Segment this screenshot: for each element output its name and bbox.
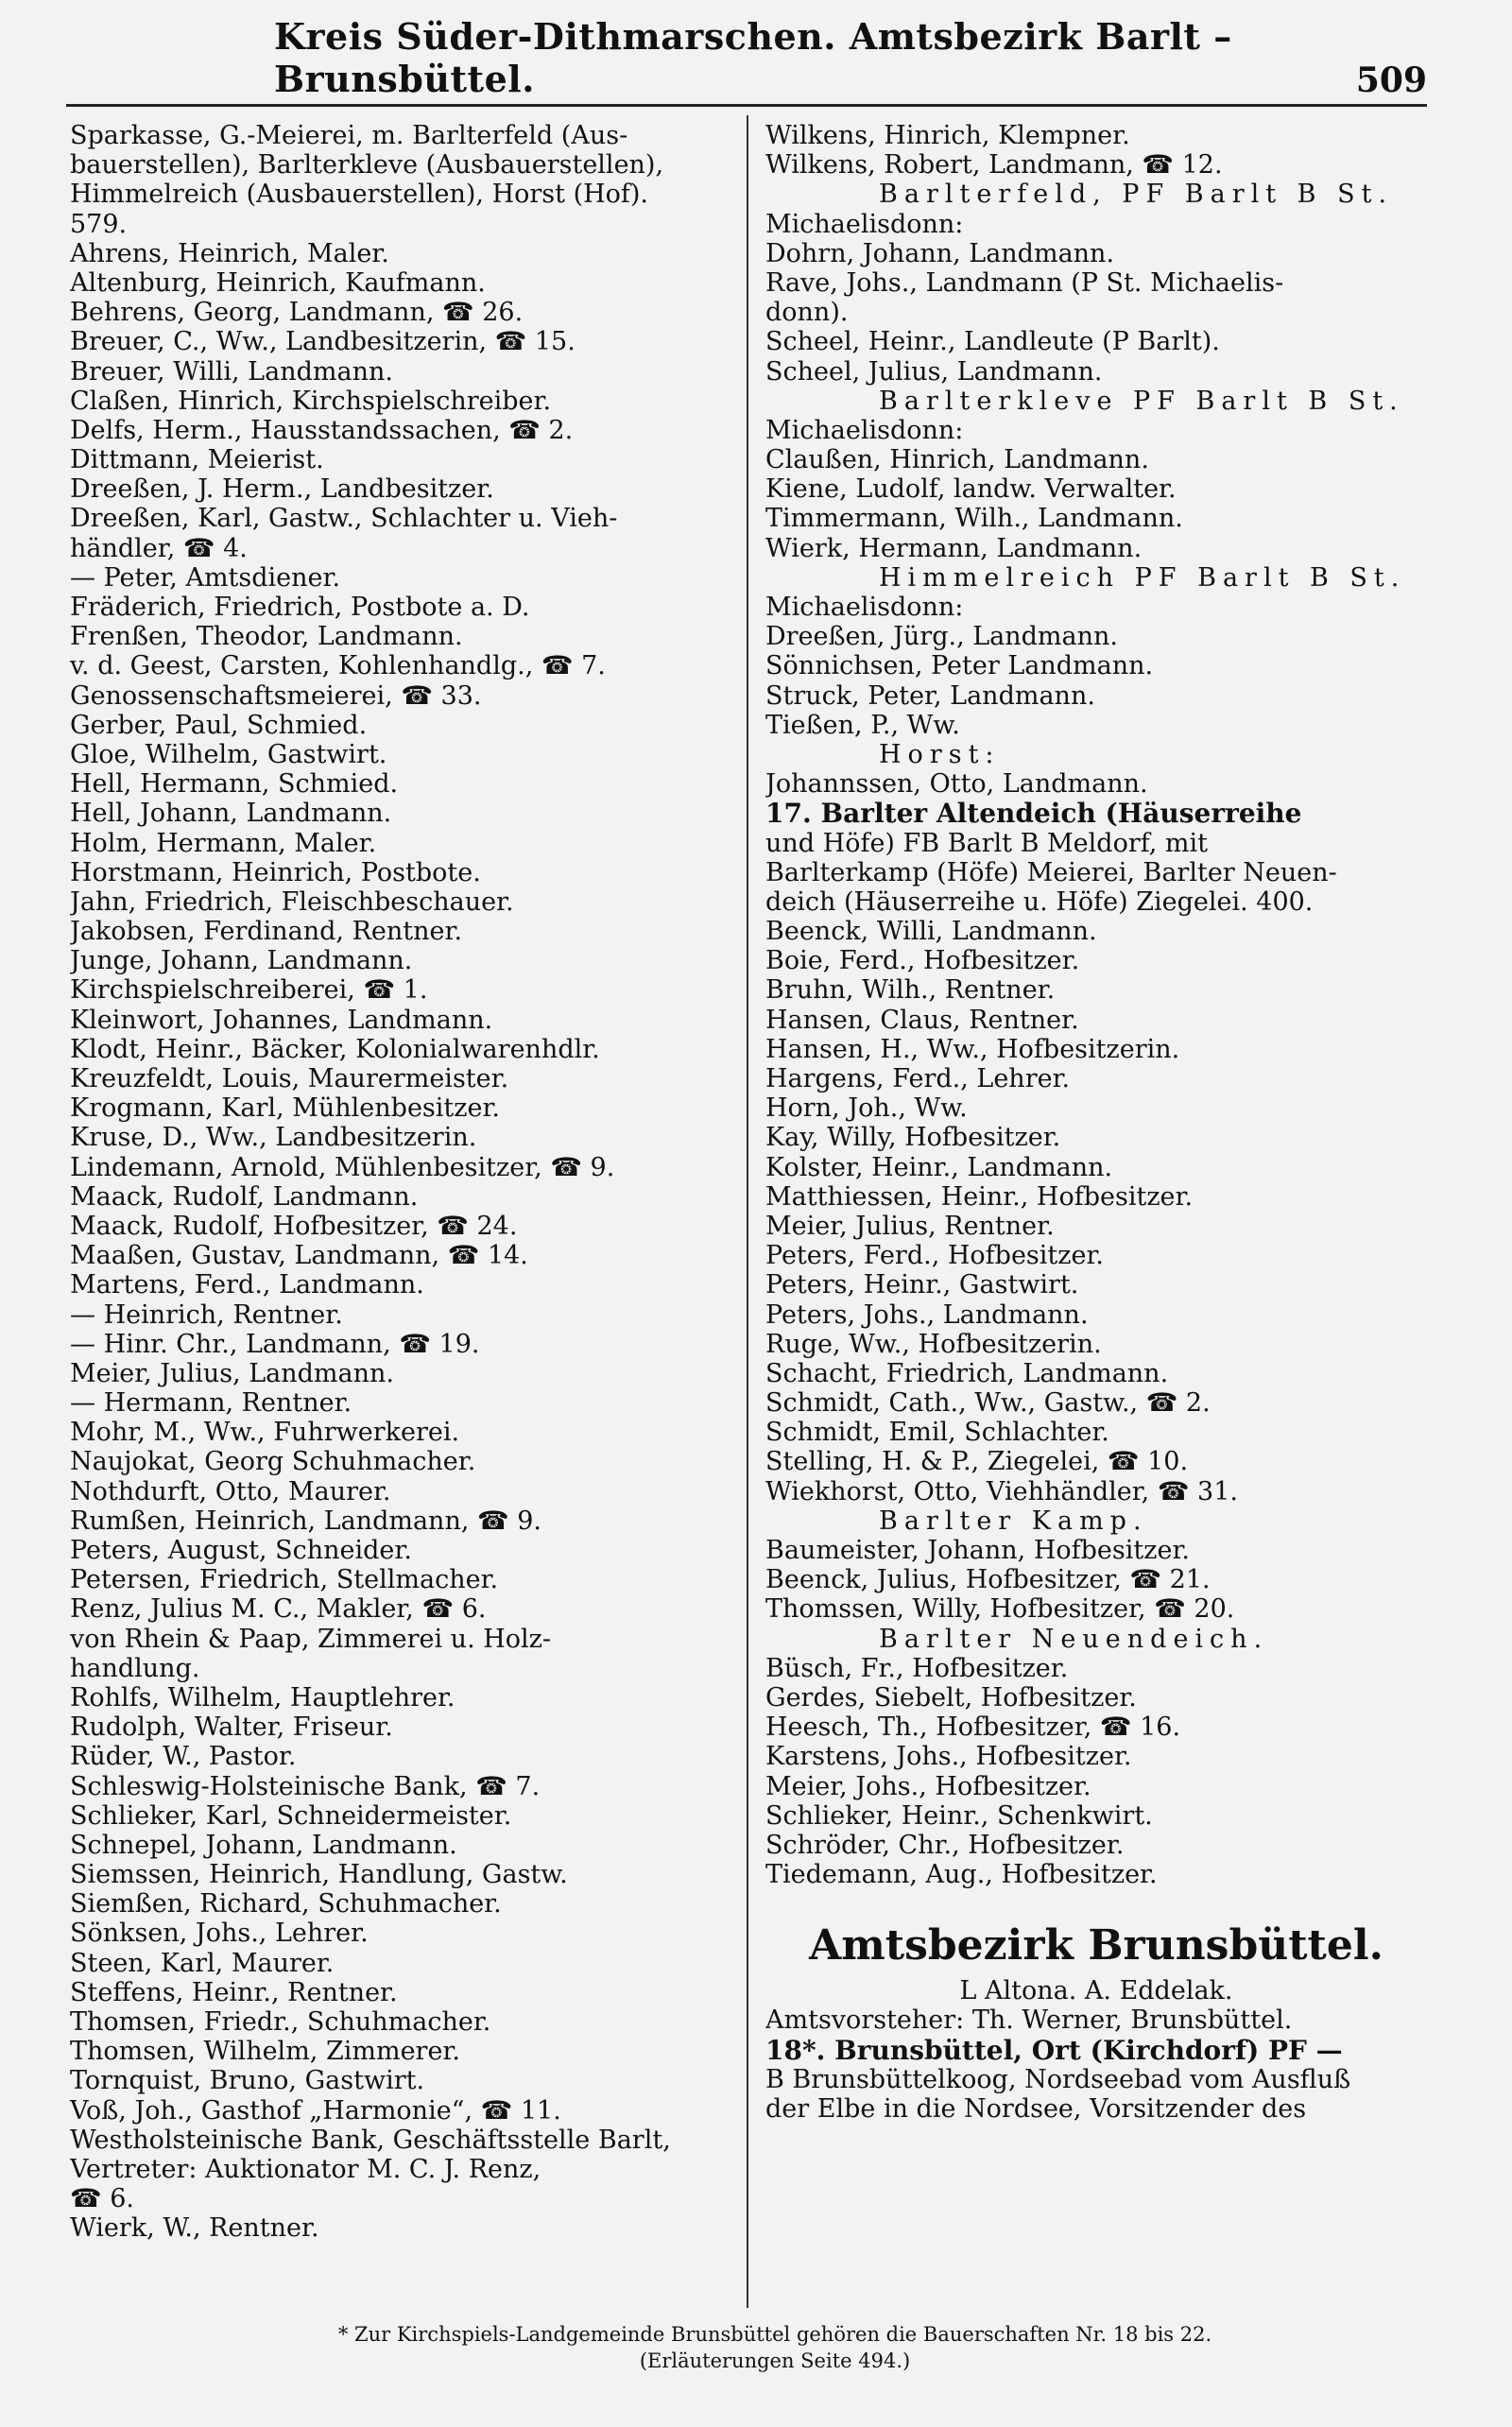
directory-line: Steen, Karl, Maurer. — [70, 1948, 335, 1978]
directory-line: Amtsvorsteher: Th. Werner, Brunsbüttel. — [765, 2005, 1293, 2036]
directory-line: Dreeßen, Karl, Gastw., Schlachter u. Vieh- — [70, 504, 618, 534]
directory-line: Horst: — [879, 739, 1001, 769]
directory-line: bauerstellen), Barlterkleve (Ausbauerstellen), — [70, 150, 664, 181]
directory-line: Mohr, M., Ww., Fuhrwerkerei. — [70, 1418, 460, 1448]
directory-line: Barlterkamp (Höfe) Meierei, Barlter Neuen- — [765, 857, 1337, 887]
directory-line: Maack, Rudolf, Landmann. — [70, 1181, 419, 1212]
directory-line: Peters, Ferd., Hofbesitzer. — [765, 1241, 1104, 1271]
directory-line: Matthiessen, Heinr., Hofbesitzer. — [765, 1181, 1194, 1212]
directory-line: Kay, Willy, Hofbesitzer. — [765, 1123, 1061, 1153]
directory-line: donn). — [765, 298, 849, 328]
directory-line: Struck, Peter, Landmann. — [765, 680, 1095, 711]
directory-line: deich (Häuserreihe u. Höfe) Ziegelei. 400. — [765, 886, 1314, 917]
directory-line: Büsch, Fr., Hofbesitzer. — [765, 1653, 1069, 1683]
page-header — [66, 15, 1427, 107]
directory-line: Martens, Ferd., Landmann. — [70, 1270, 424, 1300]
directory-line: Dittmann, Meierist. — [70, 445, 324, 475]
directory-line: Hargens, Ferd., Lehrer. — [765, 1064, 1071, 1093]
directory-line: Ruge, Ww., Hofbesitzerin. — [765, 1329, 1102, 1359]
directory-line: Sönnichsen, Peter Landmann. — [765, 651, 1154, 681]
directory-line: Sönksen, Johs., Lehrer. — [70, 1919, 369, 1949]
directory-line: Rohlfs, Wilhelm, Hauptlehrer. — [70, 1682, 455, 1713]
directory-line: Maack, Rudolf, Hofbesitzer, ☎ 24. — [70, 1211, 518, 1241]
directory-line: Jakobsen, Ferdinand, Rentner. — [70, 917, 463, 947]
directory-line: Kruse, D., Ww., Landbesitzerin. — [70, 1123, 477, 1153]
directory-line: Michaelisdonn: — [765, 209, 964, 239]
directory-line: Scheel, Julius, Landmann. — [765, 356, 1103, 387]
directory-line: Tießen, P., Ww. — [765, 710, 960, 740]
directory-line: — Peter, Amtsdiener. — [70, 562, 341, 593]
directory-line: Meier, Julius, Rentner. — [765, 1211, 1055, 1241]
directory-line: Ahrens, Heinrich, Maler. — [70, 238, 389, 268]
directory-line: Barlterfeld, PF Barlt B St. — [879, 180, 1394, 210]
directory-line: Peters, Johs., Landmann. — [765, 1300, 1089, 1330]
directory-line: Kleinwort, Johannes, Landmann. — [70, 1005, 493, 1035]
directory-line: Hansen, Claus, Rentner. — [765, 1005, 1079, 1035]
directory-line: Barlter Kamp. — [879, 1506, 1148, 1536]
directory-line: Steffens, Heinr., Rentner. — [70, 1977, 398, 2007]
directory-line: Wilkens, Robert, Landmann, ☎ 12. — [765, 150, 1223, 181]
directory-line: von Rhein & Paap, Zimmerei u. Holz- — [70, 1624, 552, 1654]
directory-line: Westholsteinische Bank, Geschäftsstelle Barlt, — [70, 2125, 671, 2155]
directory-line: Stelling, H. & P., Ziegelei, ☎ 10. — [765, 1447, 1189, 1477]
directory-line: Kolster, Heinr., Landmann. — [765, 1152, 1113, 1182]
directory-line: Renz, Julius M. C., Makler, ☎ 6. — [70, 1594, 487, 1625]
directory-line: Baumeister, Johann, Hofbesitzer. — [765, 1536, 1190, 1565]
directory-line: Vertreter: Auktionator M. C. J. Renz, — [70, 2154, 541, 2184]
directory-line: — Hermann, Rentner. — [70, 1388, 352, 1419]
directory-line: Meier, Johs., Hofbesitzer. — [765, 1771, 1091, 1801]
amtsbezirk-lines — [765, 1976, 1427, 2124]
right-column — [765, 121, 1427, 2124]
directory-line: händler, ☎ 4. — [70, 533, 248, 563]
directory-line: Kiene, Ludolf, landw. Verwalter. — [765, 474, 1177, 505]
directory-line: Himmelreich (Ausbauerstellen), Horst (Hof). — [70, 180, 649, 210]
directory-line: Dreeßen, Jürg., Landmann. — [765, 622, 1118, 652]
directory-line: handlung. — [70, 1653, 200, 1683]
directory-line: Schlieker, Heinr., Schenkwirt. — [765, 1800, 1153, 1831]
directory-line: Michaelisdonn: — [765, 593, 964, 622]
directory-line: Johannssen, Otto, Landmann. — [765, 769, 1148, 800]
directory-line: Siemßen, Richard, Schuhmacher. — [70, 1889, 502, 1919]
directory-line: der Elbe in die Nordsee, Vorsitzender des — [765, 2094, 1307, 2124]
directory-line: Wierk, Hermann, Landmann. — [765, 533, 1143, 563]
directory-line: und Höfe) FB Barlt B Meldorf, mit — [765, 828, 1209, 858]
directory-line: Peters, August, Schneider. — [70, 1536, 412, 1565]
directory-line: Horn, Joh., Ww. — [765, 1093, 968, 1124]
directory-line: Karstens, Johs., Hofbesitzer. — [765, 1742, 1132, 1772]
directory-line: Gerber, Paul, Schmied. — [70, 710, 368, 740]
running-title: Kreis Süder-Dithmarschen. Amtsbezirk Barlt – Brunsbüttel. — [274, 15, 1232, 100]
directory-line: Heesch, Th., Hofbesitzer, ☎ 16. — [765, 1713, 1181, 1743]
directory-line: Hell, Johann, Landmann. — [70, 799, 392, 829]
directory-line: Claßen, Hinrich, Kirchspielschreiber. — [70, 386, 552, 416]
directory-line: Wierk, W., Rentner. — [70, 2213, 319, 2244]
directory-line: 18*. Brunsbüttel, Ort (Kirchdorf) PF — — [765, 2035, 1343, 2065]
directory-line: — Hinr. Chr., Landmann, ☎ 19. — [70, 1329, 480, 1359]
directory-line: Fräderich, Friedrich, Postbote a. D. — [70, 593, 530, 622]
directory-line: Dreeßen, J. Herm., Landbesitzer. — [70, 474, 494, 505]
directory-line: Schleswig-Holsteinische Bank, ☎ 7. — [70, 1771, 541, 1801]
directory-line: Hansen, H., Ww., Hofbesitzerin. — [765, 1034, 1180, 1064]
directory-line: Jahn, Friedrich, Fleischbeschauer. — [70, 886, 514, 917]
directory-line: Schmidt, Cath., Ww., Gastw., ☎ 2. — [765, 1388, 1211, 1419]
directory-line: Barlterkleve PF Barlt B St. — [879, 386, 1404, 416]
directory-line: Beenck, Willi, Landmann. — [765, 917, 1097, 947]
directory-line: Horstmann, Heinrich, Postbote. — [70, 857, 481, 887]
directory-line: v. d. Geest, Carsten, Kohlenhandlg., ☎ 7. — [70, 651, 606, 681]
directory-line: Thomsen, Wilhelm, Zimmerer. — [70, 2037, 460, 2067]
directory-line: Lindemann, Arnold, Mühlenbesitzer, ☎ 9. — [70, 1152, 615, 1182]
directory-line: Himmelreich PF Barlt B St. — [879, 562, 1406, 593]
directory-line: Boie, Ferd., Hofbesitzer. — [765, 946, 1080, 976]
directory-line: Meier, Julius, Landmann. — [70, 1358, 394, 1388]
directory-line: Wilkens, Hinrich, Klempner. — [765, 121, 1130, 150]
directory-line: Maaßen, Gustav, Landmann, ☎ 14. — [70, 1241, 528, 1271]
directory-line: Altenburg, Heinrich, Kaufmann. — [70, 267, 486, 298]
footnote — [132, 2321, 1418, 2374]
directory-line: Siemssen, Heinrich, Handlung, Gastw. — [70, 1860, 568, 1890]
directory-line: Hell, Hermann, Schmied. — [70, 769, 399, 800]
directory-line: Wiekhorst, Otto, Viehhändler, ☎ 31. — [765, 1476, 1238, 1506]
amtsbezirk-section — [765, 1916, 1427, 2124]
directory-line: Kirchspielschreiberei, ☎ 1. — [70, 975, 428, 1006]
directory-line: Rüder, W., Pastor. — [70, 1742, 297, 1772]
directory-line: Barlter Neuendeich. — [879, 1624, 1269, 1654]
directory-line: Kreuzfeldt, Louis, Maurermeister. — [70, 1064, 509, 1093]
directory-line: Schacht, Friedrich, Landmann. — [765, 1358, 1169, 1388]
directory-line: Nothdurft, Otto, Maurer. — [70, 1476, 391, 1506]
footnote-line: * Zur Kirchspiels-Landgemeinde Brunsbüttel gehören die Bauerschaften Nr. 18 bis 22. — [337, 2323, 1212, 2346]
directory-line: Petersen, Friedrich, Stellmacher. — [70, 1565, 499, 1595]
amtsbezirk-title: Amtsbezirk Brunsbüttel. — [809, 1921, 1383, 1971]
directory-line: Schnepel, Johann, Landmann. — [70, 1830, 457, 1860]
left-column — [70, 121, 722, 2244]
directory-line: Rave, Johs., Landmann (P St. Michaelis- — [765, 267, 1284, 298]
directory-line: Genossenschaftsmeierei, ☎ 33. — [70, 680, 482, 711]
directory-line: Beenck, Julius, Hofbesitzer, ☎ 21. — [765, 1565, 1211, 1595]
directory-line: Peters, Heinr., Gastwirt. — [765, 1270, 1079, 1300]
right-column-part-a — [765, 121, 1427, 799]
directory-line: Krogmann, Karl, Mühlenbesitzer. — [70, 1093, 500, 1124]
directory-line: Frenßen, Theodor, Landmann. — [70, 622, 463, 652]
directory-line: Claußen, Hinrich, Landmann. — [765, 445, 1149, 475]
directory-line: Rudolph, Walter, Friseur. — [70, 1713, 393, 1743]
directory-line: Delfs, Herm., Hausstandssachen, ☎ 2. — [70, 415, 574, 445]
directory-line: Holm, Hermann, Maler. — [70, 828, 377, 858]
directory-line: Tornquist, Bruno, Gastwirt. — [70, 2066, 425, 2096]
directory-line: Michaelisdonn: — [765, 415, 964, 445]
page-number: 509 — [1355, 60, 1427, 100]
directory-line: Tiedemann, Aug., Hofbesitzer. — [765, 1860, 1158, 1890]
directory-line: Schröder, Chr., Hofbesitzer. — [765, 1830, 1125, 1860]
directory-line: Bruhn, Wilh., Rentner. — [765, 975, 1056, 1006]
directory-line: Behrens, Georg, Landmann, ☎ 26. — [70, 298, 524, 328]
directory-line: 579. — [70, 209, 128, 239]
directory-line: Breuer, Willi, Landmann. — [70, 356, 393, 387]
directory-line: Dohrn, Johann, Landmann. — [765, 238, 1115, 268]
directory-line: Klodt, Heinr., Bäcker, Kolonialwarenhdlr. — [70, 1034, 600, 1064]
directory-line: Naujokat, Georg Schuhmacher. — [70, 1447, 476, 1477]
directory-line: ☎ 6. — [70, 2184, 134, 2214]
directory-line: Thomsen, Friedr., Schuhmacher. — [70, 2007, 491, 2037]
directory-line: Scheel, Heinr., Landleute (P Barlt). — [765, 327, 1220, 357]
directory-line: Thomssen, Willy, Hofbesitzer, ☎ 20. — [765, 1594, 1235, 1625]
directory-line: Schmidt, Emil, Schlachter. — [765, 1418, 1109, 1448]
footnote-line: (Erläuterungen Seite 494.) — [639, 2350, 911, 2372]
directory-line: L Altona. A. Eddelak. — [959, 1976, 1233, 2006]
directory-line: Gloe, Wilhelm, Gastwirt. — [70, 739, 387, 769]
directory-line: Gerdes, Siebelt, Hofbesitzer. — [765, 1682, 1137, 1713]
column-divider — [747, 115, 748, 2308]
directory-line: Voß, Joh., Gasthof „Harmonie“, ☎ 11. — [70, 2095, 561, 2126]
directory-line: Breuer, C., Ww., Landbesitzerin, ☎ 15. — [70, 327, 576, 357]
directory-line: Schlieker, Karl, Schneidermeister. — [70, 1800, 512, 1831]
directory-line: Rumßen, Heinrich, Landmann, ☎ 9. — [70, 1506, 541, 1536]
directory-line: Timmermann, Wilh., Landmann. — [765, 504, 1183, 534]
directory-line: — Heinrich, Rentner. — [70, 1300, 343, 1330]
right-column-part-b — [765, 799, 1427, 1889]
directory-line: B Brunsbüttelkoog, Nordseebad vom Ausfluß — [765, 2064, 1351, 2094]
directory-line: Junge, Johann, Landmann. — [70, 946, 413, 976]
directory-line: 17. Barlter Altendeich (Häuserreihe — [765, 799, 1302, 829]
directory-line: Sparkasse, G.-Meierei, m. Barlterfeld (Aus- — [70, 121, 628, 150]
